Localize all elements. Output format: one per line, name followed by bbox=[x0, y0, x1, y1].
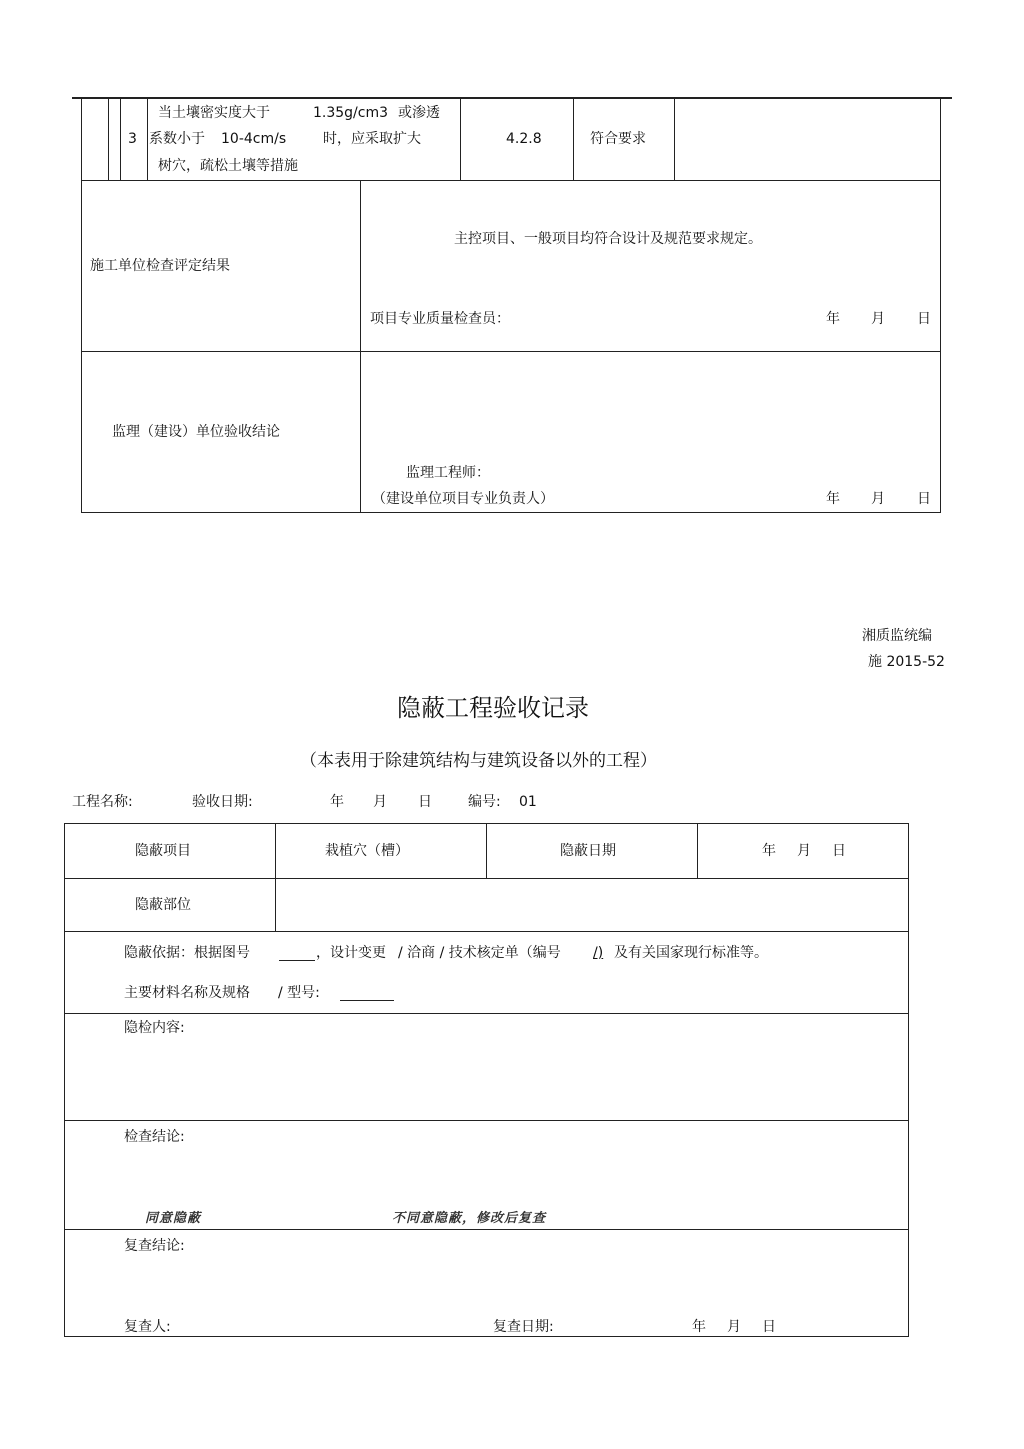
inspector-day: 日 bbox=[917, 311, 931, 327]
supervisor-conclusion-label: 监理（建设）单位验收结论 bbox=[112, 424, 280, 440]
recheck-date-label: 复查日期: bbox=[493, 1319, 554, 1335]
requirement-line3: 树穴，疏松土壤等措施 bbox=[158, 158, 298, 174]
basis-negotiation: / 洽商 / 技术核定单（编号 bbox=[398, 945, 561, 961]
acceptance-date-label: 验收日期: bbox=[192, 794, 253, 810]
supervisor-month: 月 bbox=[871, 491, 885, 507]
hidden-item-value: 栽植穴（槽） bbox=[325, 843, 409, 859]
form-title: 隐蔽工程验收记录 bbox=[397, 694, 589, 722]
rechecker-label: 复查人: bbox=[124, 1319, 171, 1335]
row-number: 3 bbox=[128, 131, 137, 147]
supervisor-day: 日 bbox=[917, 491, 931, 507]
materials-label: 主要材料名称及规格 bbox=[124, 985, 250, 1001]
requirement-or: 或渗透 bbox=[398, 105, 440, 121]
conclusion-label: 检查结论: bbox=[124, 1129, 185, 1145]
check-result: 符合要求 bbox=[590, 131, 646, 147]
hidden-date-label: 隐蔽日期 bbox=[560, 843, 616, 859]
hidden-item-label: 隐蔽项目 bbox=[135, 843, 191, 859]
recheck-month: 月 bbox=[727, 1319, 741, 1335]
drawing-number-blank bbox=[279, 946, 315, 961]
basis-suffix: 及有关国家现行标准等。 bbox=[614, 945, 768, 961]
handwriting-agree: 同意隐蔽 bbox=[145, 1211, 202, 1226]
number-label: 编号: bbox=[468, 794, 501, 810]
content-label: 隐检内容: bbox=[124, 1020, 185, 1036]
model-label: / 型号: bbox=[278, 985, 320, 1001]
inspector-month: 月 bbox=[871, 311, 885, 327]
project-name-label: 工程名称: bbox=[72, 794, 133, 810]
hidden-date-year: 年 bbox=[762, 843, 776, 859]
requirement-value2: 10-4cm/s bbox=[221, 131, 287, 147]
hidden-date-day: 日 bbox=[832, 843, 846, 859]
acceptance-year: 年 bbox=[330, 794, 344, 810]
contractor-result-text: 主控项目、一般项目均符合设计及规范要求规定。 bbox=[454, 231, 762, 247]
requirement-line1: 当土壤密实度大于 bbox=[158, 105, 270, 121]
requirement-value1: 1.35g/cm3 bbox=[313, 105, 389, 121]
recheck-day: 日 bbox=[762, 1319, 776, 1335]
clause-number: 4.2.8 bbox=[506, 131, 542, 147]
handwriting-disagree: 不同意隐蔽，修改后复查 bbox=[392, 1211, 547, 1226]
recheck-conclusion-label: 复查结论: bbox=[124, 1238, 185, 1254]
recheck-year: 年 bbox=[692, 1319, 706, 1335]
inspector-label: 项目专业质量检查员： bbox=[370, 311, 510, 327]
model-blank bbox=[340, 986, 394, 1001]
owner-representative-label: （建设单位项目专业负责人） bbox=[372, 491, 554, 507]
contractor-result-label: 施工单位检查评定结果 bbox=[90, 258, 230, 274]
acceptance-day: 日 bbox=[418, 794, 432, 810]
supervisor-engineer-label: 监理工程师： bbox=[406, 465, 490, 481]
number-value: 01 bbox=[519, 794, 537, 810]
doc-code-line2: 施 2015-52 bbox=[868, 654, 945, 670]
acceptance-month: 月 bbox=[373, 794, 387, 810]
hidden-location-label: 隐蔽部位 bbox=[135, 897, 191, 913]
hidden-date-month: 月 bbox=[797, 843, 811, 859]
basis-slash-value: /) bbox=[593, 945, 604, 961]
doc-code-line1: 湘质监统编 bbox=[862, 628, 932, 644]
basis-prefix: 隐蔽依据：根据图号 bbox=[124, 945, 250, 961]
inspector-year: 年 bbox=[826, 311, 840, 327]
requirement-line2a: 系数小于 bbox=[149, 131, 205, 147]
basis-design-change: ，设计变更 bbox=[316, 945, 386, 961]
form-subtitle: （本表用于除建筑结构与建筑设备以外的工程） bbox=[300, 751, 657, 771]
supervisor-year: 年 bbox=[826, 491, 840, 507]
requirement-line2b: 时，应采取扩大 bbox=[323, 131, 421, 147]
